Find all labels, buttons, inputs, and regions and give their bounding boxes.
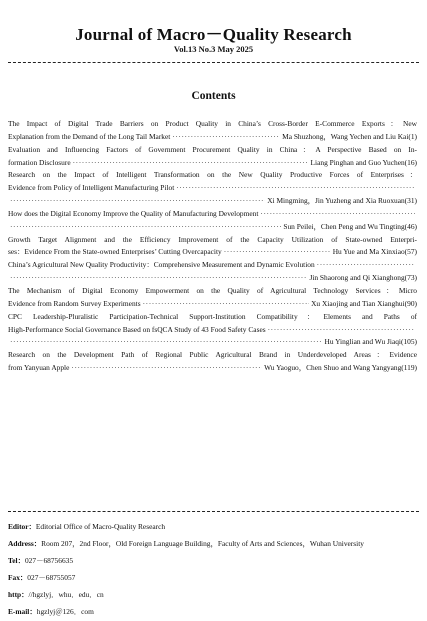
toc-entry-last-line [8,157,417,170]
table-of-contents [8,118,417,375]
toc-entry-authors: Xu Xiaojing and Tian Xianghui(90) [311,298,417,308]
toc-entry-authors: Liang Pinghan and Guo Yuchen(16) [310,157,417,167]
address-label: Address： [8,539,42,548]
website-link[interactable]: //hgzlyj．whu．edu．cn [28,590,104,599]
dot-leader [10,221,281,234]
toc-entry-title-line: China’s Agricultural New Quality Productivity：Comprehensive Measurement and Dynamic Evolution [8,260,315,270]
toc-entry-title-row [8,182,417,195]
dot-leader [71,362,262,375]
toc-entry-title-line: Growth Target Alignment and the Efficiency Improvement of the Capacity Utilization of State-owned Enterpri- [8,234,417,244]
toc-entry-authors: Xi Mingming，Jin Yuzheng and Xia Ruoxuan(31) [267,196,417,206]
toc-entry-last-line [8,298,417,311]
editor-line [8,518,419,535]
toc-entry-title-line: Research on the Development Path of Regional Public Agricultural Brand in Underdeveloped Areas：Evidence [8,350,417,360]
fax-value: 027－68755057 [27,573,76,582]
toc-entry-authors: Wu Yaoguo，Chen Shuo and Wang Yangyang(119) [264,363,417,373]
http-line [8,586,419,603]
editor-value: Editorial Office of Macro-Quality Research [35,522,166,531]
toc-entry-title-line: Evidence from Policy of Intelligent Manufacturing Pilot [8,183,175,193]
toc-entry-title-line: CPC Leadership-Pluralistic Participation-Technical Support-Institution Compatibility：Elements and Paths of [8,311,417,321]
contents-heading: Contents [191,90,236,102]
dot-leader [260,208,415,221]
toc-entry-title-line: Research on the Impact of Intelligent Transformation on the New Quality Productive Forces of Enterprises： [8,170,417,180]
fax-label: Fax： [8,573,28,582]
toc-entry-title-line: formation Disclosure [8,157,71,167]
toc-entry-title-line: Evaluation and Influencing Factors of Government Procurement Quality in China：A Perspective Based on In- [8,144,417,154]
toc-entry-authors: Hu Yue and Ma Xinxiao(57) [332,247,417,257]
editor-label: Editor： [8,522,36,531]
dot-leader [10,272,307,285]
dot-leader [73,157,309,170]
email-label: E-mail： [8,607,37,616]
dot-leader [224,246,331,259]
toc-entry-title-row [8,259,417,272]
toc-entry-authors-row [8,195,417,208]
tel-label: Tel： [8,556,25,565]
toc-entry-title-line: The Mechanism of Digital Economy Empowerment on the Quality of Agricultural Technology Services：Micro [8,285,417,295]
toc-entry-title-line: The Impact of Digital Trade Barriers on Product Quality in China’s Cross-Border E-Commerce Exports：New [8,119,417,128]
http-label: http： [8,590,29,599]
toc-entry-authors-row [8,272,417,285]
toc-entry-title-row [8,324,417,337]
toc-entry-last-line [8,362,417,375]
toc-entry-title-row [8,208,417,221]
toc-entry-title-line: ses：Evidence From the State-owned Enterprises’ Cutting Overcapacity [8,247,222,257]
toc-entry-authors: Sun Peilei，Chen Peng and Wu Tingting(46) [283,221,417,231]
toc-entry-authors: Ma Shuzhong，Wang Yechen and Liu Kai(1) [282,131,417,141]
dot-leader [172,131,280,144]
fax-line [8,569,419,586]
address-value: Room 207，2nd Floor，Old Foreign Language Building，Faculty of Arts and Sciences，Wuhan University [41,539,364,548]
toc-entry-title-line: Evidence from Random Survey Experiments [8,298,141,308]
toc-entry-authors-row [8,336,417,349]
dot-leader [10,336,323,349]
toc-entry-last-line [8,131,417,144]
volume-issue-line: Vol.13 No.3 May 2025 [173,44,254,54]
dot-leader [10,195,265,208]
dot-leader [176,182,415,195]
tel-line [8,552,419,569]
toc-entry-title-line: Explanation from the Demand of the Long Tail Market [8,131,171,141]
address-line [8,535,419,552]
toc-entry-title-line: from Yanyuan Apple [8,363,70,373]
top-dashed-divider [8,62,419,63]
dot-leader [268,324,415,337]
toc-entry-authors-row [8,221,417,234]
toc-entry-last-line [8,246,417,259]
journal-title: Journal of Macro－Quality Research [75,25,352,44]
dot-leader [143,298,309,311]
tel-value: 027－68756635 [24,556,74,565]
toc-entry-authors: Hu Yinglian and Wu Jiaqi(105) [324,337,417,347]
email-link[interactable]: hgzlyj＠126．com [36,607,94,616]
toc-entry-title-line: How does the Digital Economy Improve the Quality of Manufacturing Development [8,208,259,218]
bottom-dashed-divider [8,511,419,512]
dot-leader [317,259,415,272]
editorial-contact-block [8,518,419,620]
email-line [8,603,419,620]
toc-entry-title-line: High-Performance Social Governance Based on fsQCA Study of 43 Food Safety Cases [8,324,266,334]
toc-entry-authors: Jin Shaorong and Qi Xianghong(73) [309,273,417,283]
